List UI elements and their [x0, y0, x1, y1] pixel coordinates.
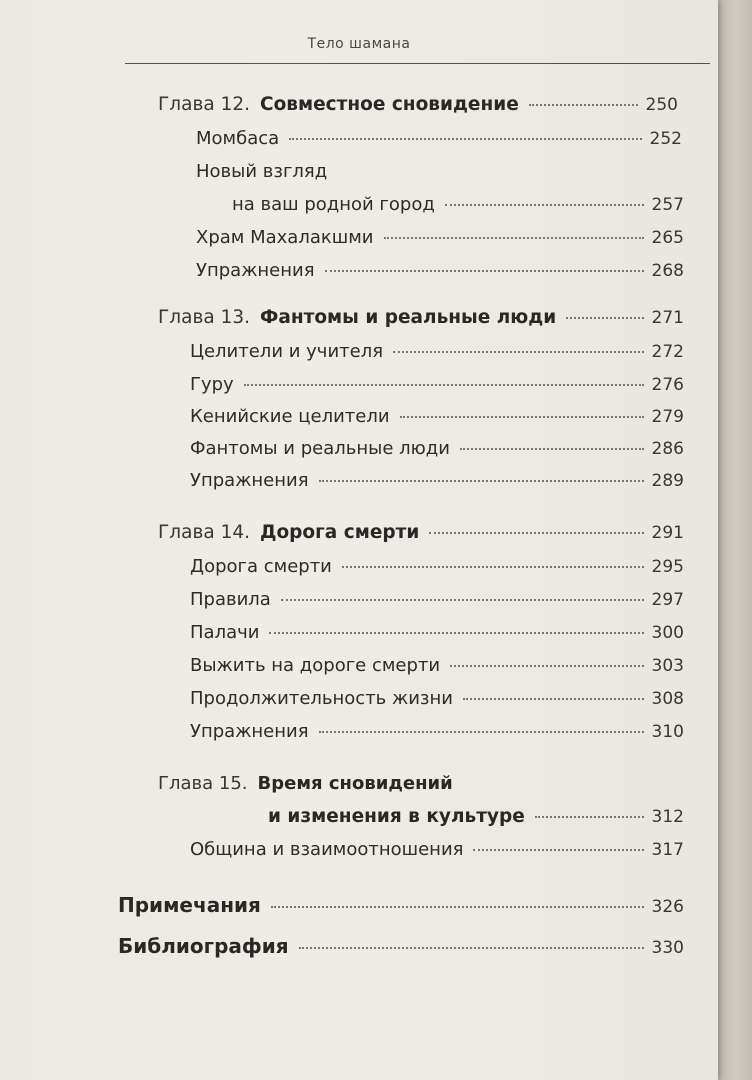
dot-leader — [325, 270, 644, 272]
page-number: 291 — [651, 523, 684, 543]
chapter-number: Глава 13. — [158, 307, 250, 328]
dot-leader — [319, 731, 644, 733]
page-number: 265 — [651, 228, 684, 248]
page-number: 326 — [651, 897, 684, 917]
toc-entry — [190, 374, 684, 395]
page-number: 279 — [651, 407, 684, 427]
entry-title: Фантомы и реальные люди — [190, 438, 450, 459]
toc-entry — [190, 622, 684, 643]
page-number: 252 — [649, 129, 682, 149]
dot-leader — [450, 665, 643, 667]
toc-entry — [190, 438, 684, 459]
toc-entry — [232, 194, 684, 215]
toc-entry — [190, 556, 684, 577]
entry-title: Дорога смерти — [190, 556, 332, 577]
page-number: 317 — [651, 840, 684, 860]
entry-title: Кенийские целители — [190, 406, 390, 427]
dot-leader — [463, 698, 644, 700]
page-number: 257 — [651, 195, 684, 215]
entry-title-line1: Новый взгляд — [196, 161, 328, 182]
page-number: 286 — [651, 439, 684, 459]
dot-leader — [384, 237, 644, 239]
dot-leader — [473, 849, 643, 851]
toc-entry — [196, 128, 682, 149]
chapter-number: Глава 15. — [158, 773, 248, 794]
entry-title: Упражнения — [190, 470, 309, 491]
entry-title: Гуру — [190, 374, 234, 395]
dot-leader — [429, 532, 643, 534]
dot-leader — [535, 816, 644, 818]
page-number: 289 — [651, 471, 684, 491]
page-number: 271 — [651, 308, 684, 328]
entry-title: Правила — [190, 589, 271, 610]
dot-leader — [319, 480, 644, 482]
dot-leader — [244, 384, 644, 386]
entry-title: Момбаса — [196, 128, 280, 149]
dot-leader — [393, 351, 644, 353]
page-edge — [718, 0, 752, 1080]
toc-entry — [190, 589, 684, 610]
toc-entry — [196, 227, 684, 248]
page-number: 297 — [651, 590, 684, 610]
page-number: 310 — [651, 722, 684, 742]
chapter-title: Фантомы и реальные люди — [260, 307, 557, 328]
chapter-title: Дорога смерти — [260, 522, 420, 543]
toc-entry — [190, 341, 684, 362]
toc-chapter-15 — [268, 806, 684, 827]
dot-leader — [299, 947, 644, 949]
page-number: 300 — [651, 623, 684, 643]
entry-title: Продолжительность жизни — [190, 688, 453, 709]
chapter-number: Глава 14. — [158, 522, 250, 543]
toc-bibliography — [118, 934, 684, 958]
running-head: Тело шамана — [307, 36, 411, 52]
entry-title: Община и взаимоотношения — [190, 839, 464, 860]
page-number: 308 — [651, 689, 684, 709]
page-number: 276 — [651, 375, 684, 395]
dot-leader — [271, 906, 644, 908]
page-number: 250 — [645, 95, 678, 115]
page-number: 268 — [651, 261, 684, 281]
toc-chapter-12 — [158, 94, 678, 115]
entry-title: Упражнения — [196, 260, 315, 281]
entry-title: Палачи — [190, 622, 260, 643]
toc-entry — [190, 655, 684, 676]
toc-chapter-13 — [158, 307, 684, 328]
toc-entry — [190, 470, 684, 491]
toc-entry — [190, 721, 684, 742]
chapter-title: Совместное сновидение — [260, 94, 519, 115]
page-number: 312 — [651, 807, 684, 827]
dot-leader — [342, 566, 644, 568]
dot-leader — [529, 104, 638, 106]
dot-leader — [460, 448, 644, 450]
page-number: 272 — [651, 342, 684, 362]
page-number: 295 — [651, 557, 684, 577]
entry-title: на ваш родной город — [232, 194, 435, 215]
entry-title: Храм Махалакшми — [196, 227, 374, 248]
dot-leader — [269, 632, 643, 634]
toc-entry — [190, 839, 684, 860]
dot-leader — [289, 138, 641, 140]
chapter-title: и изменения в культуре — [268, 806, 525, 827]
dot-leader — [445, 204, 644, 206]
page-number: 303 — [651, 656, 684, 676]
toc-chapter-15-line1 — [158, 773, 453, 794]
chapter-title-line1: Время сновидений — [257, 773, 453, 794]
toc-entry — [190, 688, 684, 709]
page-number: 330 — [651, 938, 684, 958]
entry-title: Примечания — [118, 893, 261, 917]
toc-notes — [118, 893, 684, 917]
toc-chapter-14 — [158, 522, 684, 543]
toc-entry — [196, 260, 684, 281]
dot-leader — [400, 416, 644, 418]
dot-leader — [566, 317, 643, 319]
entry-title: Выжить на дороге смерти — [190, 655, 441, 676]
entry-title: Целители и учителя — [190, 341, 384, 362]
chapter-number: Глава 12. — [158, 94, 250, 115]
entry-title: Библиография — [118, 934, 289, 958]
entry-title: Упражнения — [190, 721, 309, 742]
dot-leader — [281, 599, 644, 601]
toc-entry — [190, 406, 684, 427]
